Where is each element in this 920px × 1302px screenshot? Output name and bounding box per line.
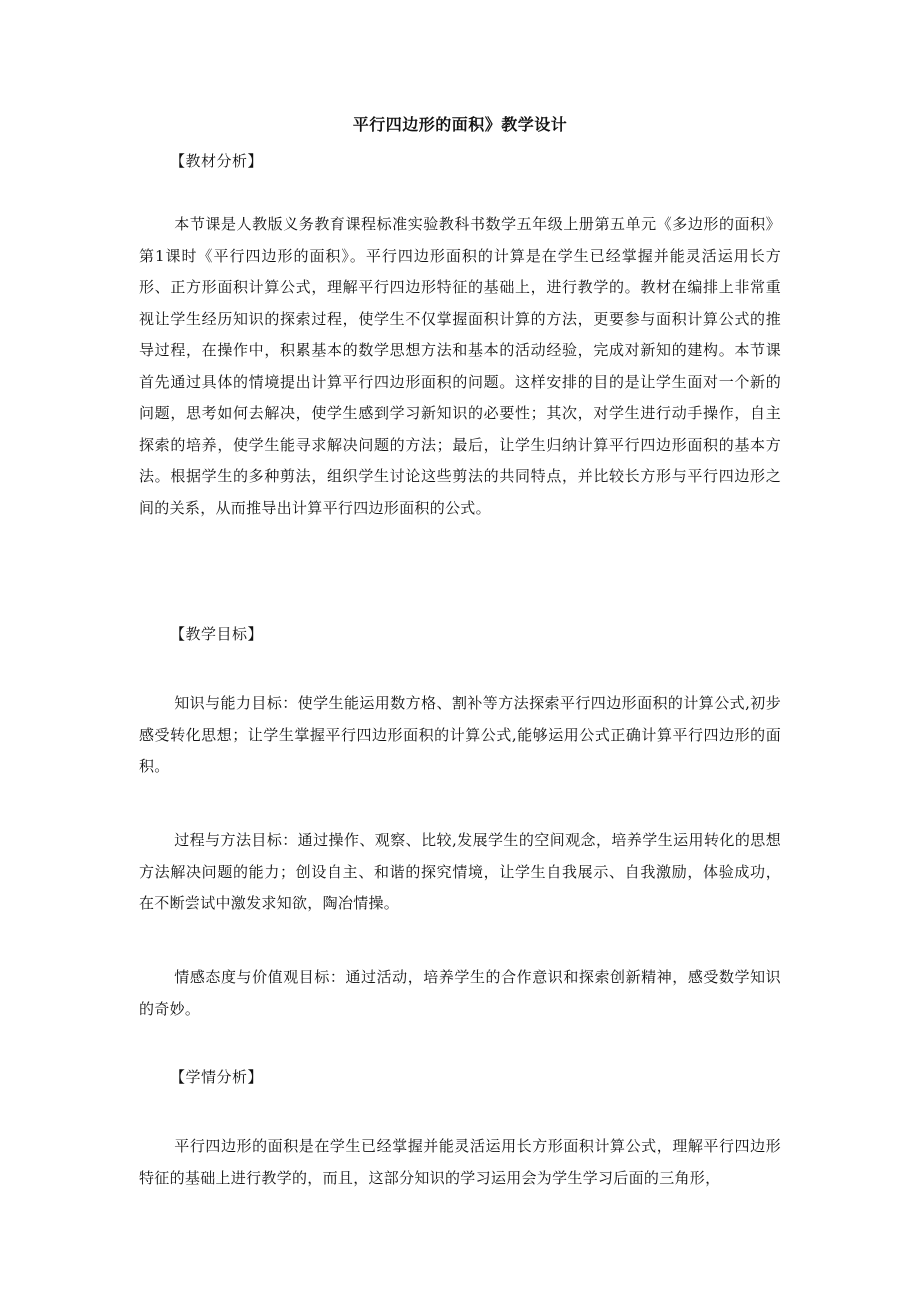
section-heading-goals: 【教学目标】 xyxy=(170,625,264,643)
goal-emotion-paragraph: 情感态度与价值观目标：通过活动，培养学生的合作意识和探索创新精神，感受数学知识的奇妙。 xyxy=(139,968,781,1018)
document-title: 平行四边形的面积》教学设计 xyxy=(352,115,568,134)
materials-analysis-paragraph: 本节课是人教版义务教育课程标准实验教科书数学五年级上册第五单元《多边形的面积》第1课时《平行四边形的面积》。平行四边形面积的计算是在学生已经掌握并能灵活运用长方形、正方形面积计算公式，理解平行四边形特征的基础上，进行教学的。教材在编排上非常重视让学生经历知识的探索过程，使学生不仅掌握面积计算的方法，更要参与面积计算公式的推导过程，在操作中，积累基本的数学思想方法和基本的活动经验，完成对新知的建构。本节课首先通过具体的情境提出计算平行四边形面积的问题。这样安排的目的是让学生面对一个新的问题，思考如何去解决，使学生感到学习新知识的必要性；其次，对学生进行动手操作，自主探索的培养，使学生能寻求解决问题的方法；最后，让学生归纳计算平行四边形面积的基本方法。根据学生的多种剪法，组织学生讨论这些剪法的共同特点，并比较长方形与平行四边形之间的关系，从而推导出计算平行四边形面积的公式。 xyxy=(139,215,781,517)
section-heading-materials: 【教材分析】 xyxy=(170,152,264,170)
goal-process-paragraph: 过程与方法目标：通过操作、观察、比较,发展学生的空间观念，培养学生运用转化的思想方法解决问题的能力；创设自主、和谐的探究情境，让学生自我展示、自我激励，体验成功，在不断尝试中激发求知欲，陶冶情操。 xyxy=(139,831,781,912)
section-heading-students: 【学情分析】 xyxy=(170,1068,264,1086)
students-analysis-paragraph: 平行四边形的面积是在学生已经掌握并能灵活运用长方形面积计算公式，理解平行四边形特征的基础上进行教学的，而且，这部分知识的学习运用会为学生学习后面的三角形， xyxy=(139,1137,781,1187)
goal-knowledge-paragraph: 知识与能力目标：使学生能运用数方格、割补等方法探索平行四边形面积的计算公式,初步感受转化思想；让学生掌握平行四边形面积的计算公式,能够运用公式正确计算平行四边形的面积。 xyxy=(139,694,781,775)
